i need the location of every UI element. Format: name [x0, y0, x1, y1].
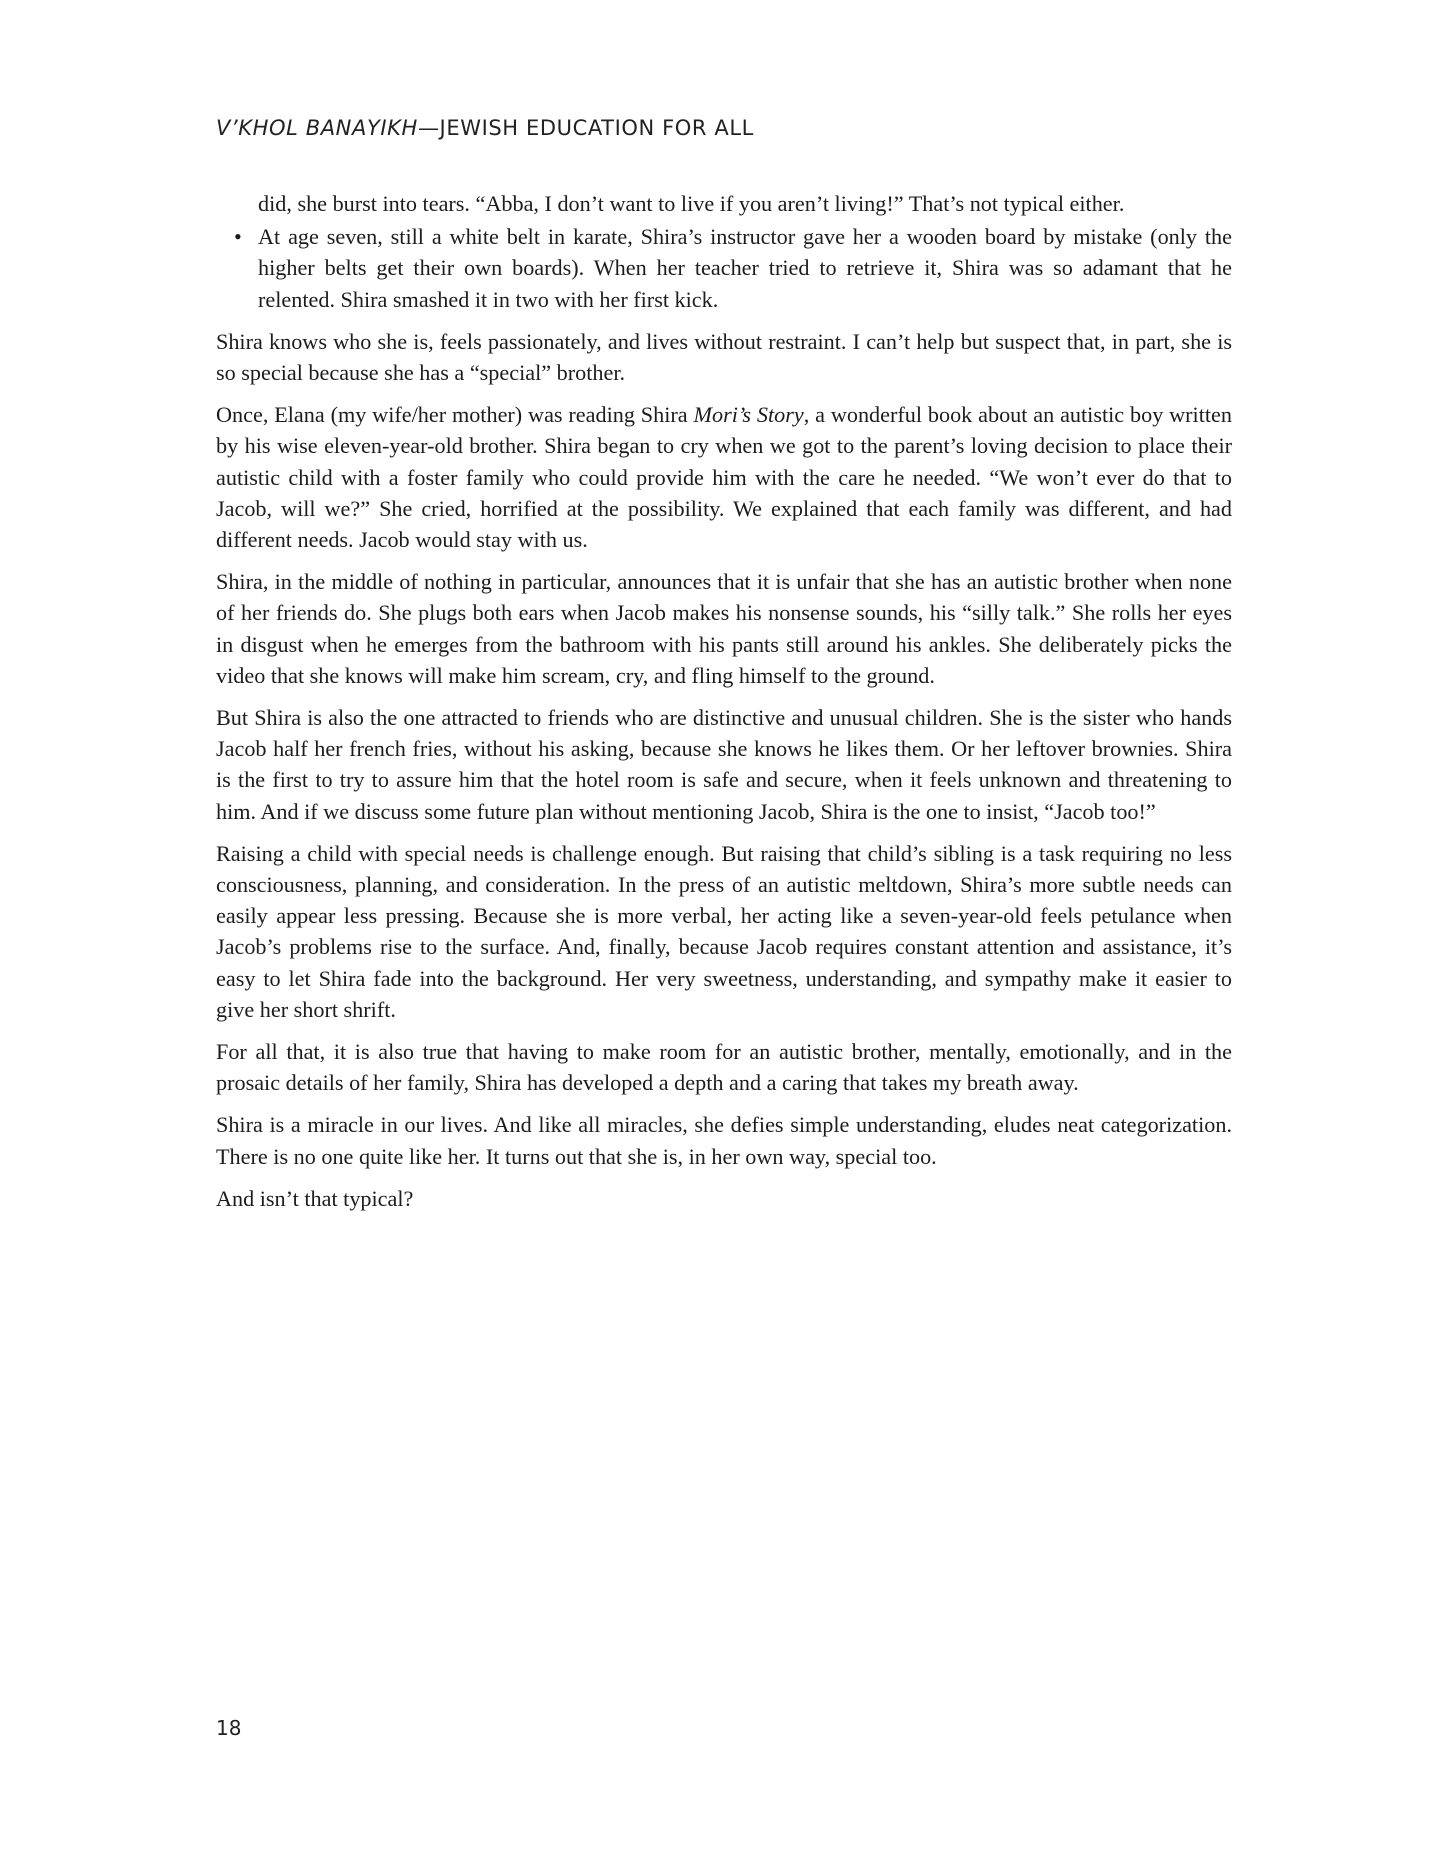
paragraph-3: Shira, in the middle of nothing in particular, announces that it is unfair that she has an autistic brother when none of her friends do. She plugs both ears when Jacob makes his nonsense sounds, his “silly talk.” She rolls her eyes in disgust when he emerges from the bathroom with his pants still around his ankles. She deliberately picks the video that she knows will make him scream, cry, and fling himself to the ground. — [216, 569, 1232, 688]
continued-bullet-text: did, she burst into tears. “Abba, I don’t want to live if you aren’t living!” That’s not typical either. — [258, 191, 1125, 216]
paragraph-2-lead: Once, Elana (my wife/her mother) was reading Shira — [216, 402, 694, 428]
paragraph-6: For all that, it is also true that having to make room for an autistic brother, mentally, emotionally, and in the prosaic details of her family, Shira has developed a depth and a caring that takes my breath away. — [216, 1039, 1232, 1096]
running-head-dash: — — [417, 116, 440, 140]
bullet-item — [216, 221, 1232, 315]
running-head-series-title: V’KHOL BANAYIKH — [216, 116, 418, 140]
body-text — [216, 188, 1232, 1225]
paragraph-2 — [216, 399, 1232, 555]
paragraph-7: Shira is a miracle in our lives. And like all miracles, she defies simple understanding, eludes neat categorization. There is no one quite like her. It turns out that she is, in her own way, special too. — [216, 1112, 1232, 1169]
page-number: 18 — [216, 1716, 242, 1740]
paragraph-2-rest: , a wonderful book about an autistic boy written by his wise eleven-year-old brother. Shira began to cry when we got to the parent’s loving decision to place their autistic child with a foster family who could provide him with the care he needed. “We won’t ever do that to Jacob, will we?” She cried, horrified at the possibility. We explained that each family was different, and had different needs. Jacob would stay with us. — [216, 402, 1232, 553]
bullet-text: At age seven, still a white belt in karate, Shira’s instructor gave her a wooden board by mistake (only the higher belts get their own boards). When her teacher tried to retrieve it, Shira was so adamant that he relented. Shira smashed it in two with her first kick. — [258, 224, 1232, 312]
running-head-book-title: JEWISH EDUCATION FOR ALL — [439, 116, 754, 140]
paragraph-4: But Shira is also the one attracted to friends who are distinctive and unusual children. She is the sister who hands Jacob half her french fries, without his asking, because she knows he likes them. Or her leftover brownies. Shira is the first to try to assure him that the hotel room is safe and secure, when it feels unknown and threatening to him. And if we discuss some future plan without mentioning Jacob, Shira is the one to insist, “Jacob too!” — [216, 705, 1232, 824]
paragraph-5: Raising a child with special needs is challenge enough. But raising that child’s sibling is a task requiring no less consciousness, planning, and consideration. In the press of an autistic meltdown, Shira’s more subtle needs can easily appear less pressing. Because she is more verbal, her acting like a seven-year-old feels petulance when Jacob’s problems rise to the surface. And, finally, because Jacob requires constant attention and assistance, it’s easy to let Shira fade into the background. Her very sweetness, understanding, and sympathy make it easier to give her short shrift. — [216, 840, 1232, 1022]
paragraph-8: And isn’t that typical? — [216, 1185, 414, 1211]
running-head — [216, 116, 754, 140]
book-title-moris-story: Mori’s Story — [693, 402, 804, 428]
paragraph-1: Shira knows who she is, feels passionately, and lives without restraint. I can’t help but suspect that, in part, she is so special because she has a “special” brother. — [216, 328, 1232, 386]
bullet-icon: • — [234, 224, 242, 250]
